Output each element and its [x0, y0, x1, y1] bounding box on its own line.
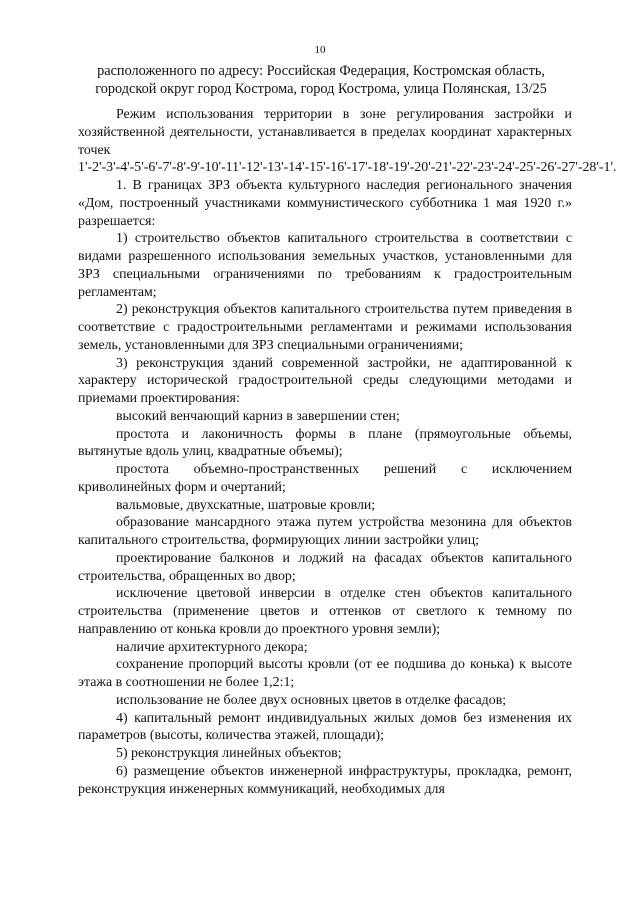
paragraph-cornice: высокий венчающий карниз в завершении стен;: [116, 408, 400, 424]
paragraph-subitem-2: 2) реконструкция объектов капитального строительства путем приведения в соответствие с градостроительными регламентами и режимами использования земель, установленными для ЗРЗ специальными ограничениями;: [78, 302, 572, 353]
document-body: [78, 106, 617, 798]
paragraph-item-1: 1. В границах ЗРЗ объекта культурного наследия регионального значения «Дом, построенный участниками коммунистического субботника 1 мая 1920 г.» разрешается:: [78, 178, 572, 229]
address-heading: расположенного по адресу: Российская Федерация, Костромская область, городской округ город Кострома, город Кострома, улица Полянская, 13/25: [95, 63, 547, 97]
page-number: 10: [314, 44, 326, 56]
paragraph-subitem-6: 6) размещение объектов инженерной инфраструктуры, прокладка, ремонт, реконструкция инженерных коммуникаций, необходимых для: [78, 763, 572, 797]
paragraph-balconies: проектирование балконов и лоджий на фасадах объектов капитального строительства, обращенных во двор;: [78, 550, 572, 584]
paragraph-decor: наличие архитектурного декора;: [116, 639, 308, 655]
paragraph-subitem-3: 3) реконструкция зданий современной застройки, не адаптированной к характеру исторической градостроительной среды следующими методами и приемами проектирования:: [78, 355, 572, 406]
paragraph-subitem-1: 1) строительство объектов капитального строительства в соответствии с видами разрешенного использования земельных участков, установленными для ЗРЗ специальными ограничениями по требованиям к градостроительным регламентам;: [78, 231, 572, 300]
paragraph-plan-form: простота и лаконичность формы в плане (прямоугольные объемы, вытянутые вдоль улиц, квадратные объемы);: [78, 426, 572, 460]
paragraph-facade-colors: использование не более двух основных цветов в отделке фасадов;: [116, 692, 507, 708]
paragraph-color-inversion: исключение цветовой инверсии в отделке стен объектов капитального строительства (применение цветов и оттенков от светлого к темному по направлению от конька кровли до проектного уровня земли);: [78, 586, 572, 637]
paragraph-mansard: образование мансардного этажа путем устройства мезонина для объектов капитального строительства, формирующих линии застройки улиц;: [78, 515, 572, 548]
paragraph-roofs: вальмовые, двухскатные, шатровые кровли;: [116, 497, 376, 513]
paragraph-volume-solutions: простота объемно-пространственных решений с исключением криволинейных форм и очертаний;: [78, 462, 572, 495]
paragraph-roof-proportions: сохранение пропорций высоты кровли (от ее подшива до конька) к высоте этажа в соотношении не более 1,2:1;: [78, 657, 572, 690]
paragraph-subitem-5: 5) реконструкция линейных объектов;: [116, 746, 342, 761]
paragraph-regime-coordinates: Режим использования территории в зоне регулирования застройки и хозяйственной деятельности, устанавливается в пределах координат характерных точек 1'-2'-3'-4'-5'-6'-7'-8'-9'-10'-11'-12'-13'-14'-15'-16'-17'-18'-19'-20'-21'-22'-23'-24'-25'-26'-27'-28'-1'.: [78, 107, 617, 176]
paragraph-subitem-4: 4) капитальный ремонт индивидуальных жилых домов без изменения их параметров (высоты, количества этажей, площади);: [78, 710, 572, 744]
